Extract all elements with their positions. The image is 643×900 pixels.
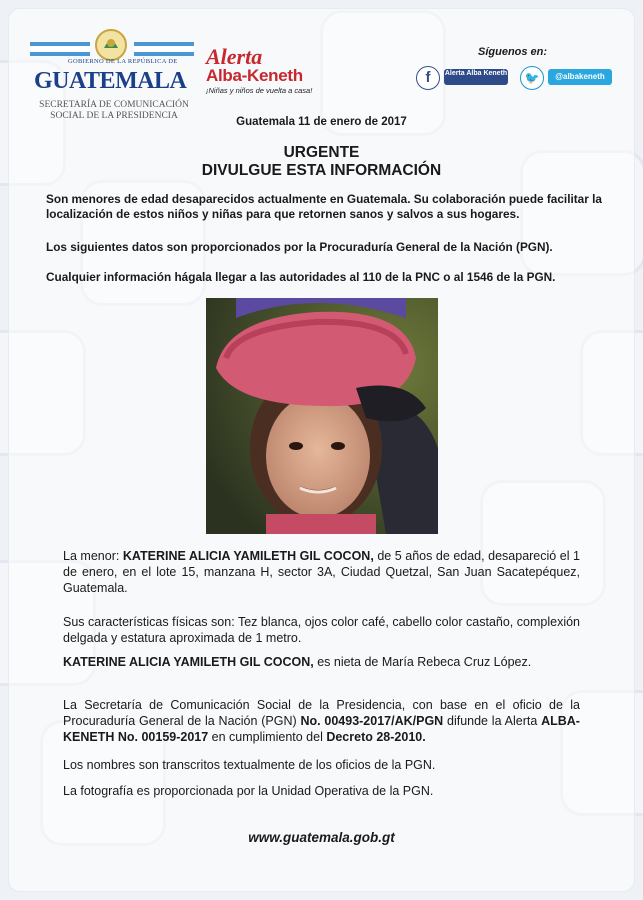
alba-keneth-logo: [206, 44, 336, 95]
body-paragraph-3: KATERINE ALICIA YAMILETH GIL COCON, es nieta de María Rebeca Cruz López.: [63, 655, 532, 669]
body-paragraph-6: La fotografía es proporcionada por la Unidad Operativa de la PGN.: [63, 784, 434, 798]
alert-word: Alerta: [206, 44, 263, 69]
intro-paragraph-2: Los siguientes datos son proporcionados por la Procuraduría General de la Nación (PGN).: [46, 240, 553, 254]
coat-of-arms-icon: [94, 28, 128, 62]
decreto-number: Decreto 28-2010.: [326, 730, 426, 744]
facebook-icon[interactable]: f: [416, 66, 440, 90]
body-paragraph-2: Sus características físicas son: Tez blanca, ojos color café, cabello color castaño, complexión delgada y estatura aproximada de 1 metro.: [63, 615, 580, 645]
alert-number: ALBA-KENETH No. 00159-2017: [63, 714, 580, 744]
alert-name: Alba-Keneth: [206, 66, 303, 85]
gov-small-text: GOBIERNO DE LA REPÚBLICA DE: [68, 58, 178, 65]
body-paragraph-4: La Secretaría de Comunicación Social de la Presidencia, con base en el oficio de la Procuraduría General de la Nación (PGN) No. 00493-2017/AK/PGN difunde la Alerta ALBA-KENETH No. 00159-2017 en cumplimiento del Decreto 28-2010.: [63, 698, 580, 744]
child-name-repeat: KATERINE ALICIA YAMILETH GIL COCON,: [63, 655, 314, 669]
gov-name: GUATEMALA: [34, 68, 187, 94]
header: [0, 0, 643, 120]
headline-urgent: URGENTE: [283, 144, 360, 161]
flag-right-icon: [134, 42, 194, 56]
flag-left-icon: [30, 42, 90, 56]
website-link[interactable]: www.guatemala.gob.gt: [248, 830, 395, 845]
oficio-number: No. 00493-2017/AK/PGN: [300, 714, 444, 728]
headline-divulgue: DIVULGUE ESTA INFORMACIÓN: [201, 162, 442, 179]
gov-subtitle: SECRETARÍA DE COMUNICACIÓN SOCIAL DE LA PRESIDENCIA: [39, 100, 189, 121]
missing-child-photo: [206, 298, 438, 534]
social-title: Síguenos en:: [478, 46, 548, 58]
headline: [0, 144, 643, 180]
child-name: KATERINE ALICIA YAMILETH GIL COCON,: [122, 549, 374, 563]
bulletin-date: Guatemala 11 de enero de 2017: [236, 116, 407, 128]
body-paragraph-1: La menor: KATERINE ALICIA YAMILETH GIL COCON, de 5 años de edad, desapareció el 1 de enero, en el lote 15, manzana H, sector 3A, Ciudad Quetzal, San Juan Sacatepéquez, Guatemala.: [63, 549, 580, 595]
twitter-link[interactable]: @albakeneth: [548, 69, 612, 85]
intro-paragraph-3: Cualquier información hágala llegar a las autoridades al 110 de la PNC o al 1546 de la PGN.: [46, 270, 556, 284]
facebook-link[interactable]: Alerta Alba Keneth: [444, 69, 508, 85]
body-paragraph-5: Los nombres son transcritos textualmente de los oficios de la PGN.: [63, 758, 436, 772]
twitter-icon[interactable]: 🐦: [520, 66, 544, 90]
alert-tagline: ¡Niñas y niños de vuelta a casa!: [206, 86, 313, 95]
intro-paragraph-1: Son menores de edad desaparecidos actualmente en Guatemala. Su colaboración puede facilitar la localización de estos niños y niñas para que retornen sanos y salvos a sus hogares.: [46, 192, 602, 221]
